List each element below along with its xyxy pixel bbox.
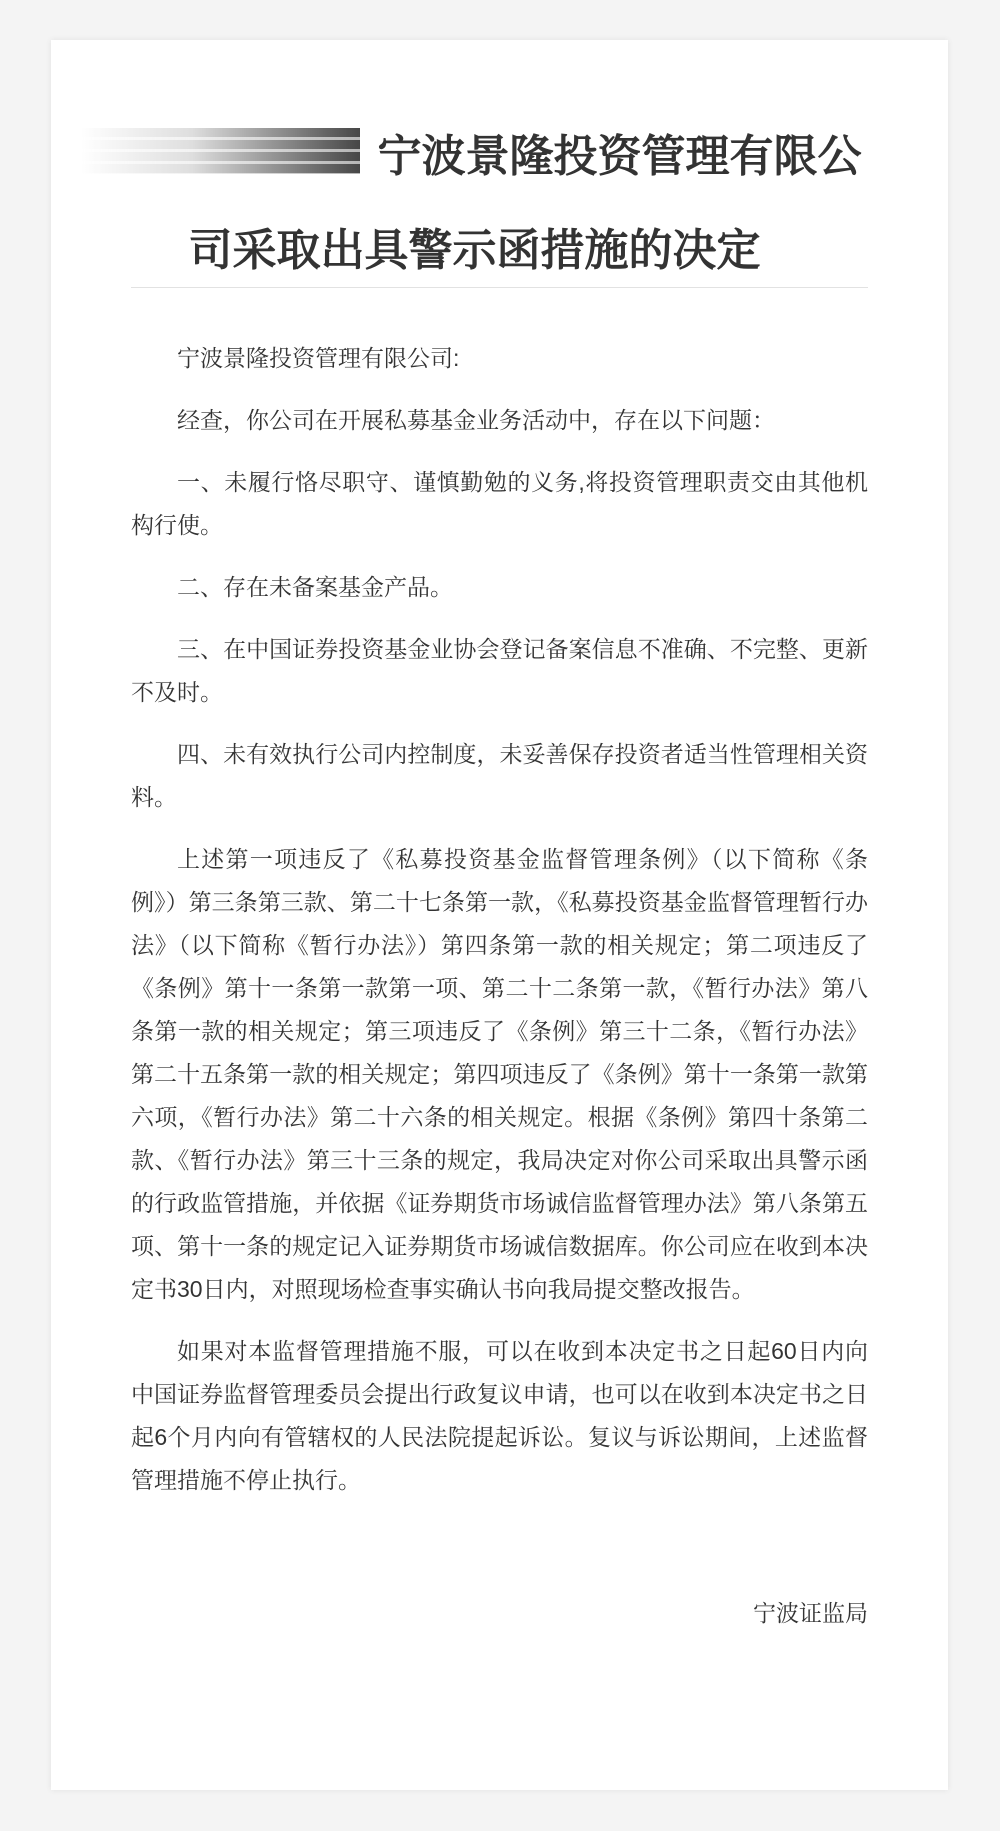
document-body	[131, 337, 868, 1521]
paragraph-findings-intro: 经查，你公司在开展私募基金业务活动中，存在以下问题：	[177, 407, 775, 433]
page-title: 宁波景隆投资管理有限公司采取出具警示函措施的决定	[188, 132, 862, 275]
paragraph-issue-3: 三、在中国证券投资基金业协会登记备案信息不准确、不完整、更新不及时。	[131, 636, 868, 705]
paragraph-appeal: 如果对本监督管理措施不服，可以在收到本决定书之日起60日内向中国证券监督管理委员会提出行政复议申请，也可以在收到本决定书之日起6个月内向有管辖权的人民法院提起诉讼。复议与诉讼期间，上述监督管理措施不停止执行。	[131, 1338, 868, 1493]
paragraph-issue-2: 二、存在未备案基金产品。	[177, 574, 453, 600]
paragraph-decision: 上述第一项违反了《私募投资基金监督管理条例》（以下简称《条例》）第三条第三款、第二十七条第一款，《私募投资基金监督管理暂行办法》（以下简称《暂行办法》）第四条第一款的相关规定；第二项违反了《条例》第十一条第一款第一项、第二十二条第一款，《暂行办法》第八条第一款的相关规定；第三项违反了《条例》第三十二条，《暂行办法》第二十五条第一款的相关规定；第四项违反了《条例》第十一条第一款第六项，《暂行办法》第二十六条的相关规定。根据《条例》第四十条第二款、《暂行办法》第三十三条的规定，我局决定对你公司采取出具警示函的行政监管措施，并依据《证券期货市场诚信监督管理办法》第八条第五项、第十一条的规定记入证券期货市场诚信数据库。你公司应在收到本决定书30日内，对照现场检查事实确认书向我局提交整改报告。	[131, 846, 868, 1302]
paragraph-issue-1: 一、未履行恪尽职守、谨慎勤勉的义务,将投资管理职责交由其他机构行使。	[131, 469, 868, 538]
title-area	[80, 110, 869, 298]
signature: 宁波证监局	[753, 1600, 868, 1626]
addressee: 宁波景隆投资管理有限公司:	[177, 345, 460, 371]
paragraph-issue-4: 四、未有效执行公司内控制度，未妥善保存投资者适当性管理相关资料。	[131, 741, 868, 810]
